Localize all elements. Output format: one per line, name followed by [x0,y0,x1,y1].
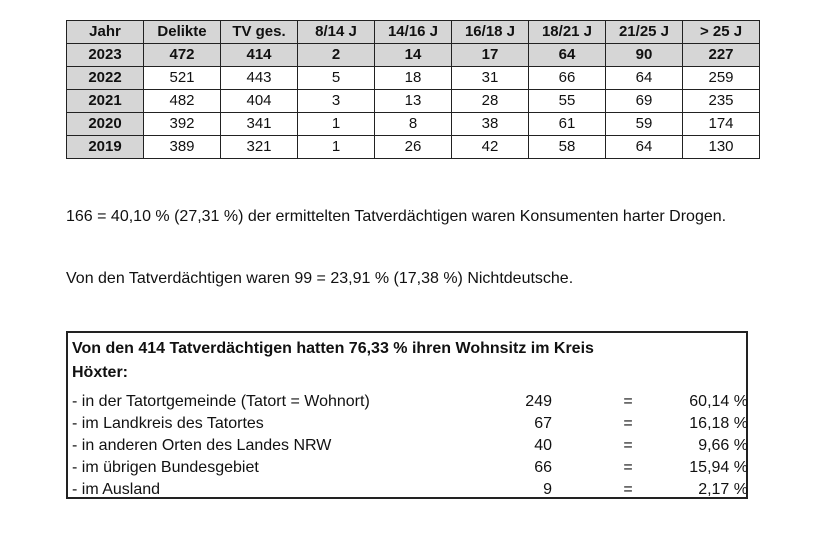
table-cell: 259 [683,67,760,90]
table-cell: 341 [221,113,298,136]
table-cell: 55 [529,90,606,113]
header-14-16: 14/16 J [375,21,452,44]
residence-row [72,413,748,435]
equals-sign: = [623,415,633,432]
table-cell: 90 [606,44,683,67]
table-row [67,67,760,90]
residence-label: - in der Tatortgemeinde (Tatort = Wohnort) [72,393,370,410]
table-cell: 1 [298,136,375,159]
table-cell: 404 [221,90,298,113]
equals-sign: = [623,437,633,454]
table-cell: 66 [529,67,606,90]
table-cell: 59 [606,113,683,136]
table-cell: 392 [144,113,221,136]
residence-count: 40 [534,437,552,454]
table-cell: 17 [452,44,529,67]
header-18-21: 18/21 J [529,21,606,44]
table-cell: 414 [221,44,298,67]
header-jahr: Jahr [67,21,144,44]
table-cell: 3 [298,90,375,113]
table-cell: 2022 [67,67,144,90]
table-cell: 69 [606,90,683,113]
table-cell: 38 [452,113,529,136]
statistics-table [66,20,760,159]
consumers-paragraph: 166 = 40,10 % (27,31 %) der ermittelten Tatverdächtigen waren Konsumenten harter Drogen. [66,208,727,225]
table-cell: 64 [606,136,683,159]
residence-percent: 16,18 % [689,415,748,432]
table-cell: 8 [375,113,452,136]
residence-title: Von den 414 Tatverdächtigen hatten 76,33 % ihren Wohnsitz im Kreis Höxter: [72,340,594,381]
residence-label: - im übrigen Bundesgebiet [72,459,259,476]
header-8-14: 8/14 J [298,21,375,44]
residence-percent: 60,14 % [689,393,748,410]
residence-label: - im Landkreis des Tatortes [72,415,264,432]
table-cell: 130 [683,136,760,159]
equals-sign: = [623,393,633,410]
residence-row [72,457,748,479]
residence-row [72,435,748,457]
table-cell: 2023 [67,44,144,67]
table-cell: 18 [375,67,452,90]
table-cell: 14 [375,44,452,67]
residence-percent: 9,66 % [698,437,748,454]
residence-count: 249 [525,393,552,410]
table-cell: 2019 [67,136,144,159]
header-tv-ges: TV ges. [221,21,298,44]
table-cell: 321 [221,136,298,159]
table-cell: 31 [452,67,529,90]
table-cell: 389 [144,136,221,159]
table-cell: 64 [529,44,606,67]
table-header-row [67,21,760,44]
table-cell: 1 [298,113,375,136]
table-cell: 2 [298,44,375,67]
table-cell: 227 [683,44,760,67]
table-cell: 13 [375,90,452,113]
residence-percent: 2,17 % [698,481,748,498]
table-cell: 61 [529,113,606,136]
nondeutsche-paragraph: Von den Tatverdächtigen waren 99 = 23,91 % (17,38 %) Nichtdeutsche. [66,270,574,287]
table-cell: 443 [221,67,298,90]
header-16-18: 16/18 J [452,21,529,44]
residence-count: 67 [534,415,552,432]
residence-count: 66 [534,459,552,476]
table-row [67,44,760,67]
table-cell: 2021 [67,90,144,113]
residence-row [72,391,748,413]
header-21-25: 21/25 J [606,21,683,44]
residence-row [72,479,748,501]
table-cell: 521 [144,67,221,90]
table-cell: 174 [683,113,760,136]
residence-percent: 15,94 % [689,459,748,476]
table-cell: 28 [452,90,529,113]
table-cell: 42 [452,136,529,159]
table-cell: 235 [683,90,760,113]
table-cell: 26 [375,136,452,159]
table-cell: 58 [529,136,606,159]
residence-label: - im Ausland [72,481,161,498]
table-cell: 64 [606,67,683,90]
table-cell: 5 [298,67,375,90]
table-cell: 482 [144,90,221,113]
table-row [67,113,760,136]
residence-count: 9 [543,481,552,498]
table-cell: 472 [144,44,221,67]
table-cell: 2020 [67,113,144,136]
table-row [67,90,760,113]
equals-sign: = [623,459,633,476]
residence-label: - in anderen Orten des Landes NRW [72,437,332,454]
residence-box [66,331,748,499]
table-row [67,136,760,159]
equals-sign: = [623,481,633,498]
header-delikte: Delikte [144,21,221,44]
header-over-25: > 25 J [683,21,760,44]
